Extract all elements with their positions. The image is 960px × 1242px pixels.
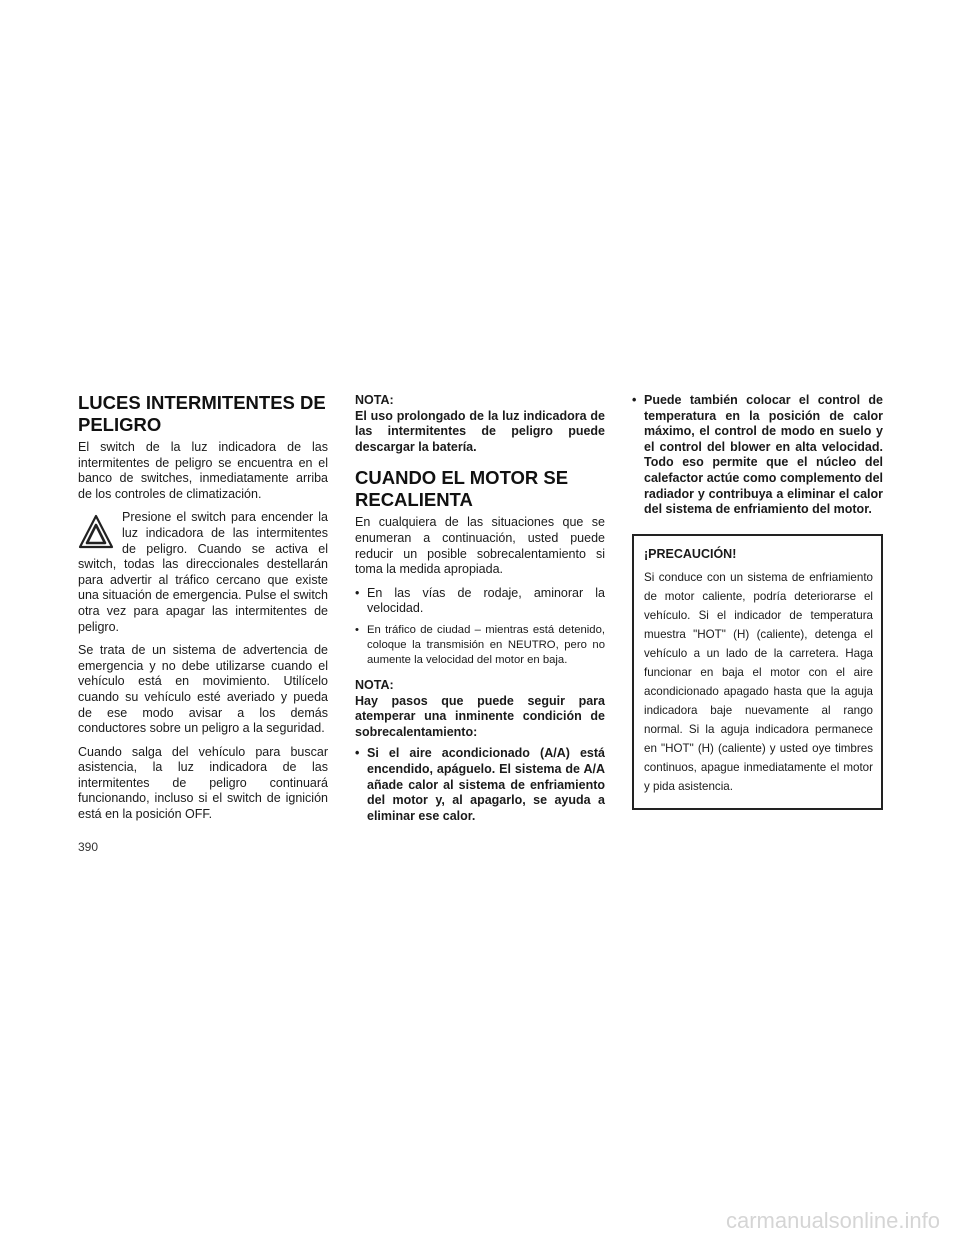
bullet-list (355, 746, 605, 824)
column-2 (355, 393, 605, 834)
section-title-hazard-lights: LUCES INTERMITENTES DE PELIGRO (78, 392, 326, 435)
list-item: • Si el aire acondicionado (A/A) está encendido, apáguelo. El sistema de A/A añade calor al sistema de enfriamiento del motor y, al apagarlo, se ayuda a eliminar ese calor. (355, 746, 605, 823)
note-body: Hay pasos que puede seguir para atemperar una inminente condición de sobrecalentamiento: (355, 693, 605, 739)
hazard-paragraph-block (78, 510, 328, 635)
column-1 (78, 392, 328, 831)
bullet-list (355, 586, 605, 668)
paragraph: El switch de la luz indicadora de las intermitentes de peligro se encuentra en el banco de switches, inmediatamente arriba de los controles de climatización. (78, 440, 328, 501)
list-item: • En tráfico de ciudad – mientras está detenido, coloque la transmisión en NEUTRO, pero no aumente la velocidad del motor en baja. (355, 623, 605, 666)
paragraph: En cualquiera de las situaciones que se enumeran a continuación, usted puede reducir un posible sobrecalentamiento si toma la medida apropiada. (355, 515, 605, 577)
paragraph: Cuando salga del vehículo para buscar asistencia, la luz indicadora de las intermitentes de peligro continuará funcionando, incluso si el switch de ignición está en la posición OFF. (78, 744, 328, 822)
caution-title: ¡PRECAUCIÓN! (644, 546, 737, 561)
note-label: NOTA: (355, 677, 394, 692)
watermark: carmanualsonline.info (725, 1208, 940, 1233)
bullet-list (632, 393, 883, 518)
section-title-engine-overheat: CUANDO EL MOTOR SE RECALIENTA (355, 467, 569, 511)
caution-body: Si conduce con un sistema de enfriamiento de motor caliente, podría deteriorarse el vehículo. Si el indicador de temperatura muestra "HOT" (H) (caliente), detenga el vehículo a un lado de la carretera. Haga funcionar en baja el motor con el aire acondicionado apagado hasta que la aguja indicadora baje nuevamente al rango normal. Si la aguja indicadora permanece en "HOT" (H) (caliente) y usted oye timbres continuos, apague inmediatamente el motor y pida asistencia. (644, 570, 873, 793)
paragraph: Presione el switch para encender la luz indicadora de las intermitentes de peligro. Cuando se activa el switch, todas las direccionales destellarán para advertir al tráfico cercano que existe una situación de emergencia. Pulse el switch otra vez para apagar las intermitentes de peligro. (78, 510, 328, 634)
caution-box (632, 534, 883, 810)
hazard-triangle-icon (78, 514, 114, 550)
list-item: • Puede también colocar el control de temperatura en la posición de calor máximo, el control de modo en suelo y el control del blower en alta velocidad. Todo eso permite que el núcleo del calefactor actúe como complemento del radiador y contribuya a eliminar el calor del sistema de enfriamiento del motor. (632, 393, 883, 517)
list-item: • En las vías de rodaje, aminorar la velocidad. (355, 585, 605, 616)
column-3 (632, 393, 883, 810)
note-body: El uso prolongado de la luz indicadora de las intermitentes de peligro puede descargar la batería. (355, 408, 605, 454)
paragraph: Se trata de un sistema de advertencia de emergencia y no debe utilizarse cuando el vehículo está en movimiento. Utilícelo cuando su vehículo esté averiado y pueda de ese modo avisar a los demás conductores sobre un peligro a la seguridad. (78, 643, 328, 736)
page-number: 390 (78, 840, 99, 854)
note-label: NOTA: (355, 393, 394, 407)
